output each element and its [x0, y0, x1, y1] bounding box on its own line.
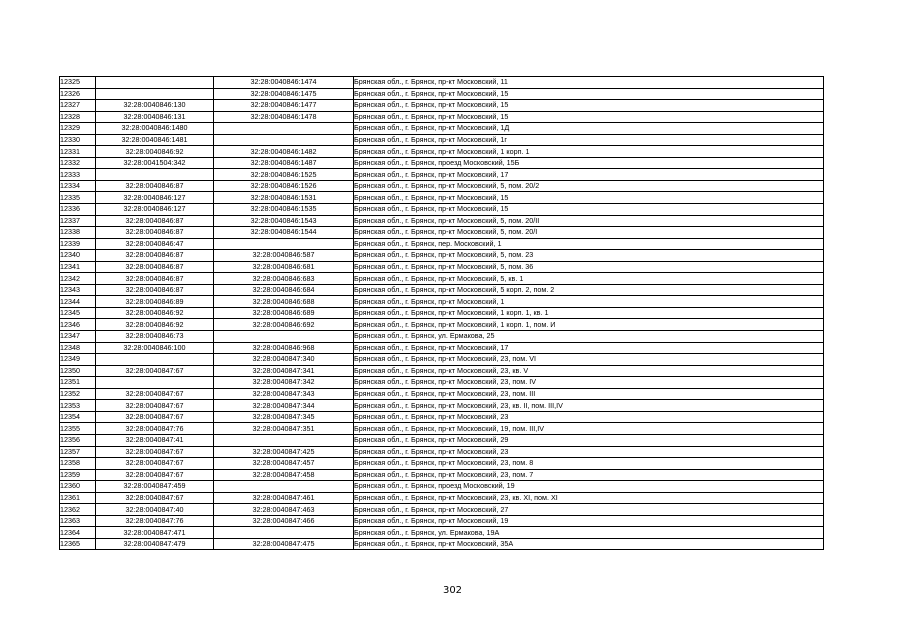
- cadastral-number-cell: 32:28:0040847:67: [96, 469, 214, 481]
- cadastral-number-cell: 32:28:0040846:92: [96, 319, 214, 331]
- object-cadastral-number-cell: 32:28:0040846:1475: [214, 88, 354, 100]
- row-number-cell: 12345: [60, 307, 96, 319]
- object-cadastral-number-cell: [214, 238, 354, 250]
- cadastral-number-cell: 32:28:0040847:67: [96, 446, 214, 458]
- cadastral-number-cell: [96, 377, 214, 389]
- row-number-cell: 12337: [60, 215, 96, 227]
- object-cadastral-number-cell: 32:28:0040846:681: [214, 261, 354, 273]
- cadastral-number-cell: 32:28:0040846:1480: [96, 123, 214, 135]
- table-row: [60, 100, 824, 112]
- row-number-cell: 12326: [60, 88, 96, 100]
- address-cell: Брянская обл., г. Брянск, пр-кт Московский, 1г: [354, 134, 824, 146]
- cadastral-number-cell: 32:28:0040846:73: [96, 331, 214, 343]
- cadastral-number-cell: 32:28:0041504:342: [96, 157, 214, 169]
- object-cadastral-number-cell: 32:28:0040846:1531: [214, 192, 354, 204]
- cadastral-number-cell: 32:28:0040847:67: [96, 411, 214, 423]
- cadastral-number-cell: 32:28:0040846:87: [96, 261, 214, 273]
- address-cell: Брянская обл., г. Брянск, пр-кт Московский, 27: [354, 504, 824, 516]
- object-cadastral-number-cell: 32:28:0040846:1525: [214, 169, 354, 181]
- cadastral-number-cell: 32:28:0040846:87: [96, 180, 214, 192]
- address-cell: Брянская обл., г. Брянск, пр-кт Московский, 5 корп. 2, пом. 2: [354, 284, 824, 296]
- object-cadastral-number-cell: 32:28:0040847:475: [214, 538, 354, 550]
- cadastral-number-cell: 32:28:0040846:131: [96, 111, 214, 123]
- object-cadastral-number-cell: 32:28:0040847:343: [214, 388, 354, 400]
- object-cadastral-number-cell: 32:28:0040847:425: [214, 446, 354, 458]
- row-number-cell: 12329: [60, 123, 96, 135]
- object-cadastral-number-cell: [214, 527, 354, 539]
- table-row: [60, 238, 824, 250]
- row-number-cell: 12363: [60, 515, 96, 527]
- table-row: [60, 504, 824, 516]
- table-row: [60, 250, 824, 262]
- cadastral-number-cell: 32:28:0040846:87: [96, 284, 214, 296]
- table-row: [60, 307, 824, 319]
- cadastral-number-cell: 32:28:0040846:89: [96, 296, 214, 308]
- table-row: [60, 492, 824, 504]
- row-number-cell: 12343: [60, 284, 96, 296]
- cadastral-number-cell: 32:28:0040847:67: [96, 492, 214, 504]
- row-number-cell: 12342: [60, 273, 96, 285]
- cadastral-number-cell: 32:28:0040847:41: [96, 434, 214, 446]
- row-number-cell: 12353: [60, 400, 96, 412]
- row-number-cell: 12349: [60, 354, 96, 366]
- row-number-cell: 12350: [60, 365, 96, 377]
- object-cadastral-number-cell: 32:28:0040847:342: [214, 377, 354, 389]
- object-cadastral-number-cell: 32:28:0040847:466: [214, 515, 354, 527]
- object-cadastral-number-cell: 32:28:0040847:340: [214, 354, 354, 366]
- row-number-cell: 12361: [60, 492, 96, 504]
- object-cadastral-number-cell: 32:28:0040846:587: [214, 250, 354, 262]
- cadastral-number-cell: 32:28:0040846:87: [96, 227, 214, 239]
- table-row: [60, 515, 824, 527]
- cadastral-number-cell: 32:28:0040847:76: [96, 423, 214, 435]
- row-number-cell: 12352: [60, 388, 96, 400]
- cadastral-number-cell: 32:28:0040847:479: [96, 538, 214, 550]
- row-number-cell: 12357: [60, 446, 96, 458]
- row-number-cell: 12358: [60, 458, 96, 470]
- address-cell: Брянская обл., г. Брянск, пр-кт Московский, 1 корп. 1: [354, 146, 824, 158]
- table-row: [60, 458, 824, 470]
- object-cadastral-number-cell: 32:28:0040847:463: [214, 504, 354, 516]
- address-cell: Брянская обл., г. Брянск, пр-кт Московский, 15: [354, 111, 824, 123]
- table-row: [60, 319, 824, 331]
- address-cell: Брянская обл., г. Брянск, пр-кт Московский, 19: [354, 515, 824, 527]
- object-cadastral-number-cell: 32:28:0040846:692: [214, 319, 354, 331]
- row-number-cell: 12334: [60, 180, 96, 192]
- cadastral-number-cell: [96, 354, 214, 366]
- registry-table: [59, 76, 824, 550]
- table-row: [60, 180, 824, 192]
- row-number-cell: 12333: [60, 169, 96, 181]
- table-row: [60, 88, 824, 100]
- cadastral-number-cell: 32:28:0040846:87: [96, 273, 214, 285]
- address-cell: Брянская обл., г. Брянск, пр-кт Московский, 15: [354, 192, 824, 204]
- table-row: [60, 469, 824, 481]
- address-cell: Брянская обл., г. Брянск, пр-кт Московский, 5, пом. 20/2: [354, 180, 824, 192]
- cadastral-number-cell: [96, 88, 214, 100]
- table-row: [60, 273, 824, 285]
- object-cadastral-number-cell: [214, 123, 354, 135]
- table-row: [60, 388, 824, 400]
- address-cell: Брянская обл., г. Брянск, ул. Ермакова, 25: [354, 331, 824, 343]
- address-cell: Брянская обл., г. Брянск, пр-кт Московский, 23, пом. III: [354, 388, 824, 400]
- address-cell: Брянская обл., г. Брянск, пр-кт Московский, 29: [354, 434, 824, 446]
- row-number-cell: 12332: [60, 157, 96, 169]
- row-number-cell: 12348: [60, 342, 96, 354]
- table-row: [60, 146, 824, 158]
- table-row: [60, 354, 824, 366]
- address-cell: Брянская обл., г. Брянск, пр-кт Московский, 23, пом. IV: [354, 377, 824, 389]
- row-number-cell: 12344: [60, 296, 96, 308]
- cadastral-number-cell: 32:28:0040847:67: [96, 458, 214, 470]
- table-row: [60, 215, 824, 227]
- address-cell: Брянская обл., г. Брянск, проезд Московский, 19: [354, 481, 824, 493]
- table-row: [60, 192, 824, 204]
- address-cell: Брянская обл., г. Брянск, пр-кт Московский, 35А: [354, 538, 824, 550]
- table-row: [60, 157, 824, 169]
- table-row: [60, 423, 824, 435]
- address-cell: Брянская обл., г. Брянск, пр-кт Московский, 5, пом. 20/II: [354, 215, 824, 227]
- table-row: [60, 434, 824, 446]
- row-number-cell: 12354: [60, 411, 96, 423]
- object-cadastral-number-cell: [214, 331, 354, 343]
- row-number-cell: 12355: [60, 423, 96, 435]
- object-cadastral-number-cell: 32:28:0040846:688: [214, 296, 354, 308]
- row-number-cell: 12339: [60, 238, 96, 250]
- object-cadastral-number-cell: 32:28:0040846:1543: [214, 215, 354, 227]
- address-cell: Брянская обл., г. Брянск, пр-кт Московский, 23, кв. XI, пом. XI: [354, 492, 824, 504]
- address-cell: Брянская обл., г. Брянск, пр-кт Московский, 17: [354, 169, 824, 181]
- object-cadastral-number-cell: 32:28:0040846:689: [214, 307, 354, 319]
- row-number-cell: 12364: [60, 527, 96, 539]
- table-row: [60, 527, 824, 539]
- row-number-cell: 12335: [60, 192, 96, 204]
- cadastral-number-cell: 32:28:0040846:130: [96, 100, 214, 112]
- row-number-cell: 12359: [60, 469, 96, 481]
- table-row: [60, 377, 824, 389]
- cadastral-number-cell: 32:28:0040846:100: [96, 342, 214, 354]
- row-number-cell: 12340: [60, 250, 96, 262]
- object-cadastral-number-cell: 32:28:0040847:341: [214, 365, 354, 377]
- address-cell: Брянская обл., г. Брянск, пр-кт Московский, 5, пом. 36: [354, 261, 824, 273]
- object-cadastral-number-cell: 32:28:0040846:684: [214, 284, 354, 296]
- object-cadastral-number-cell: 32:28:0040847:458: [214, 469, 354, 481]
- cadastral-number-cell: 32:28:0040847:76: [96, 515, 214, 527]
- address-cell: Брянская обл., г. Брянск, пр-кт Московский, 23, пом. VI: [354, 354, 824, 366]
- address-cell: Брянская обл., г. Брянск, пр-кт Московский, 17: [354, 342, 824, 354]
- address-cell: Брянская обл., г. Брянск, пр-кт Московский, 23, пом. 7: [354, 469, 824, 481]
- cadastral-number-cell: [96, 77, 214, 89]
- address-cell: Брянская обл., г. Брянск, пр-кт Московский, 15: [354, 204, 824, 216]
- table-row: [60, 284, 824, 296]
- row-number-cell: 12365: [60, 538, 96, 550]
- row-number-cell: 12347: [60, 331, 96, 343]
- table-row: [60, 204, 824, 216]
- table-row: [60, 365, 824, 377]
- address-cell: Брянская обл., г. Брянск, пр-кт Московский, 11: [354, 77, 824, 89]
- row-number-cell: 12356: [60, 434, 96, 446]
- row-number-cell: 12325: [60, 77, 96, 89]
- address-cell: Брянская обл., г. Брянск, пр-кт Московский, 23: [354, 411, 824, 423]
- address-cell: Брянская обл., г. Брянск, пр-кт Московский, 1Д: [354, 123, 824, 135]
- object-cadastral-number-cell: 32:28:0040847:461: [214, 492, 354, 504]
- object-cadastral-number-cell: [214, 134, 354, 146]
- cadastral-number-cell: 32:28:0040846:87: [96, 250, 214, 262]
- table-row: [60, 296, 824, 308]
- address-cell: Брянская обл., г. Брянск, пр-кт Московский, 1 корп. 1, пом. И: [354, 319, 824, 331]
- object-cadastral-number-cell: [214, 481, 354, 493]
- cadastral-number-cell: [96, 169, 214, 181]
- registry-table-body: [60, 77, 824, 550]
- address-cell: Брянская обл., г. Брянск, пр-кт Московский, 23, кв. II, пом. III,IV: [354, 400, 824, 412]
- object-cadastral-number-cell: 32:28:0040846:683: [214, 273, 354, 285]
- cadastral-number-cell: 32:28:0040847:67: [96, 388, 214, 400]
- cadastral-number-cell: 32:28:0040846:47: [96, 238, 214, 250]
- address-cell: Брянская обл., г. Брянск, пр-кт Московский, 23, кв. V: [354, 365, 824, 377]
- object-cadastral-number-cell: 32:28:0040846:1526: [214, 180, 354, 192]
- address-cell: Брянская обл., г. Брянск, пер. Московский, 1: [354, 238, 824, 250]
- cadastral-number-cell: 32:28:0040846:92: [96, 307, 214, 319]
- object-cadastral-number-cell: 32:28:0040847:351: [214, 423, 354, 435]
- cadastral-number-cell: 32:28:0040846:92: [96, 146, 214, 158]
- row-number-cell: 12362: [60, 504, 96, 516]
- address-cell: Брянская обл., г. Брянск, проезд Московский, 15Б: [354, 157, 824, 169]
- cadastral-number-cell: 32:28:0040847:459: [96, 481, 214, 493]
- table-row: [60, 446, 824, 458]
- table-row: [60, 134, 824, 146]
- cadastral-number-cell: 32:28:0040847:40: [96, 504, 214, 516]
- table-row: [60, 227, 824, 239]
- cadastral-number-cell: 32:28:0040846:127: [96, 192, 214, 204]
- row-number-cell: 12336: [60, 204, 96, 216]
- table-row: [60, 411, 824, 423]
- table-row: [60, 400, 824, 412]
- table-row: [60, 169, 824, 181]
- address-cell: Брянская обл., г. Брянск, пр-кт Московский, 15: [354, 88, 824, 100]
- row-number-cell: 12338: [60, 227, 96, 239]
- cadastral-number-cell: 32:28:0040847:67: [96, 400, 214, 412]
- cadastral-number-cell: 32:28:0040846:1481: [96, 134, 214, 146]
- address-cell: Брянская обл., г. Брянск, пр-кт Московский, 5, кв. 1: [354, 273, 824, 285]
- cadastral-number-cell: 32:28:0040846:87: [96, 215, 214, 227]
- page-number: 302: [442, 585, 463, 596]
- row-number-cell: 12346: [60, 319, 96, 331]
- table-row: [60, 123, 824, 135]
- row-number-cell: 12331: [60, 146, 96, 158]
- object-cadastral-number-cell: 32:28:0040846:1474: [214, 77, 354, 89]
- table-row: [60, 342, 824, 354]
- table-row: [60, 331, 824, 343]
- table-row: [60, 538, 824, 550]
- address-cell: Брянская обл., г. Брянск, пр-кт Московский, 23: [354, 446, 824, 458]
- cadastral-number-cell: 32:28:0040847:471: [96, 527, 214, 539]
- address-cell: Брянская обл., г. Брянск, пр-кт Московский, 1: [354, 296, 824, 308]
- address-cell: Брянская обл., г. Брянск, пр-кт Московский, 5, пом. 23: [354, 250, 824, 262]
- address-cell: Брянская обл., г. Брянск, пр-кт Московский, 5, пом. 20/I: [354, 227, 824, 239]
- row-number-cell: 12341: [60, 261, 96, 273]
- object-cadastral-number-cell: 32:28:0040846:1478: [214, 111, 354, 123]
- object-cadastral-number-cell: 32:28:0040847:344: [214, 400, 354, 412]
- table-row: [60, 261, 824, 273]
- address-cell: Брянская обл., г. Брянск, пр-кт Московский, 19, пом. III,IV: [354, 423, 824, 435]
- object-cadastral-number-cell: [214, 434, 354, 446]
- object-cadastral-number-cell: 32:28:0040847:345: [214, 411, 354, 423]
- object-cadastral-number-cell: 32:28:0040846:1477: [214, 100, 354, 112]
- object-cadastral-number-cell: 32:28:0040846:1487: [214, 157, 354, 169]
- table-row: [60, 77, 824, 89]
- object-cadastral-number-cell: 32:28:0040846:1544: [214, 227, 354, 239]
- row-number-cell: 12351: [60, 377, 96, 389]
- address-cell: Брянская обл., г. Брянск, пр-кт Московский, 1 корп. 1, кв. 1: [354, 307, 824, 319]
- row-number-cell: 12327: [60, 100, 96, 112]
- row-number-cell: 12360: [60, 481, 96, 493]
- cadastral-number-cell: 32:28:0040846:127: [96, 204, 214, 216]
- table-row: [60, 481, 824, 493]
- object-cadastral-number-cell: 32:28:0040846:1482: [214, 146, 354, 158]
- row-number-cell: 12330: [60, 134, 96, 146]
- table-row: [60, 111, 824, 123]
- address-cell: Брянская обл., г. Брянск, пр-кт Московский, 15: [354, 100, 824, 112]
- object-cadastral-number-cell: 32:28:0040846:1535: [214, 204, 354, 216]
- cadastral-number-cell: 32:28:0040847:67: [96, 365, 214, 377]
- address-cell: Брянская обл., г. Брянск, ул. Ермакова, 19А: [354, 527, 824, 539]
- address-cell: Брянская обл., г. Брянск, пр-кт Московский, 23, пом. 8: [354, 458, 824, 470]
- row-number-cell: 12328: [60, 111, 96, 123]
- object-cadastral-number-cell: 32:28:0040846:968: [214, 342, 354, 354]
- object-cadastral-number-cell: 32:28:0040847:457: [214, 458, 354, 470]
